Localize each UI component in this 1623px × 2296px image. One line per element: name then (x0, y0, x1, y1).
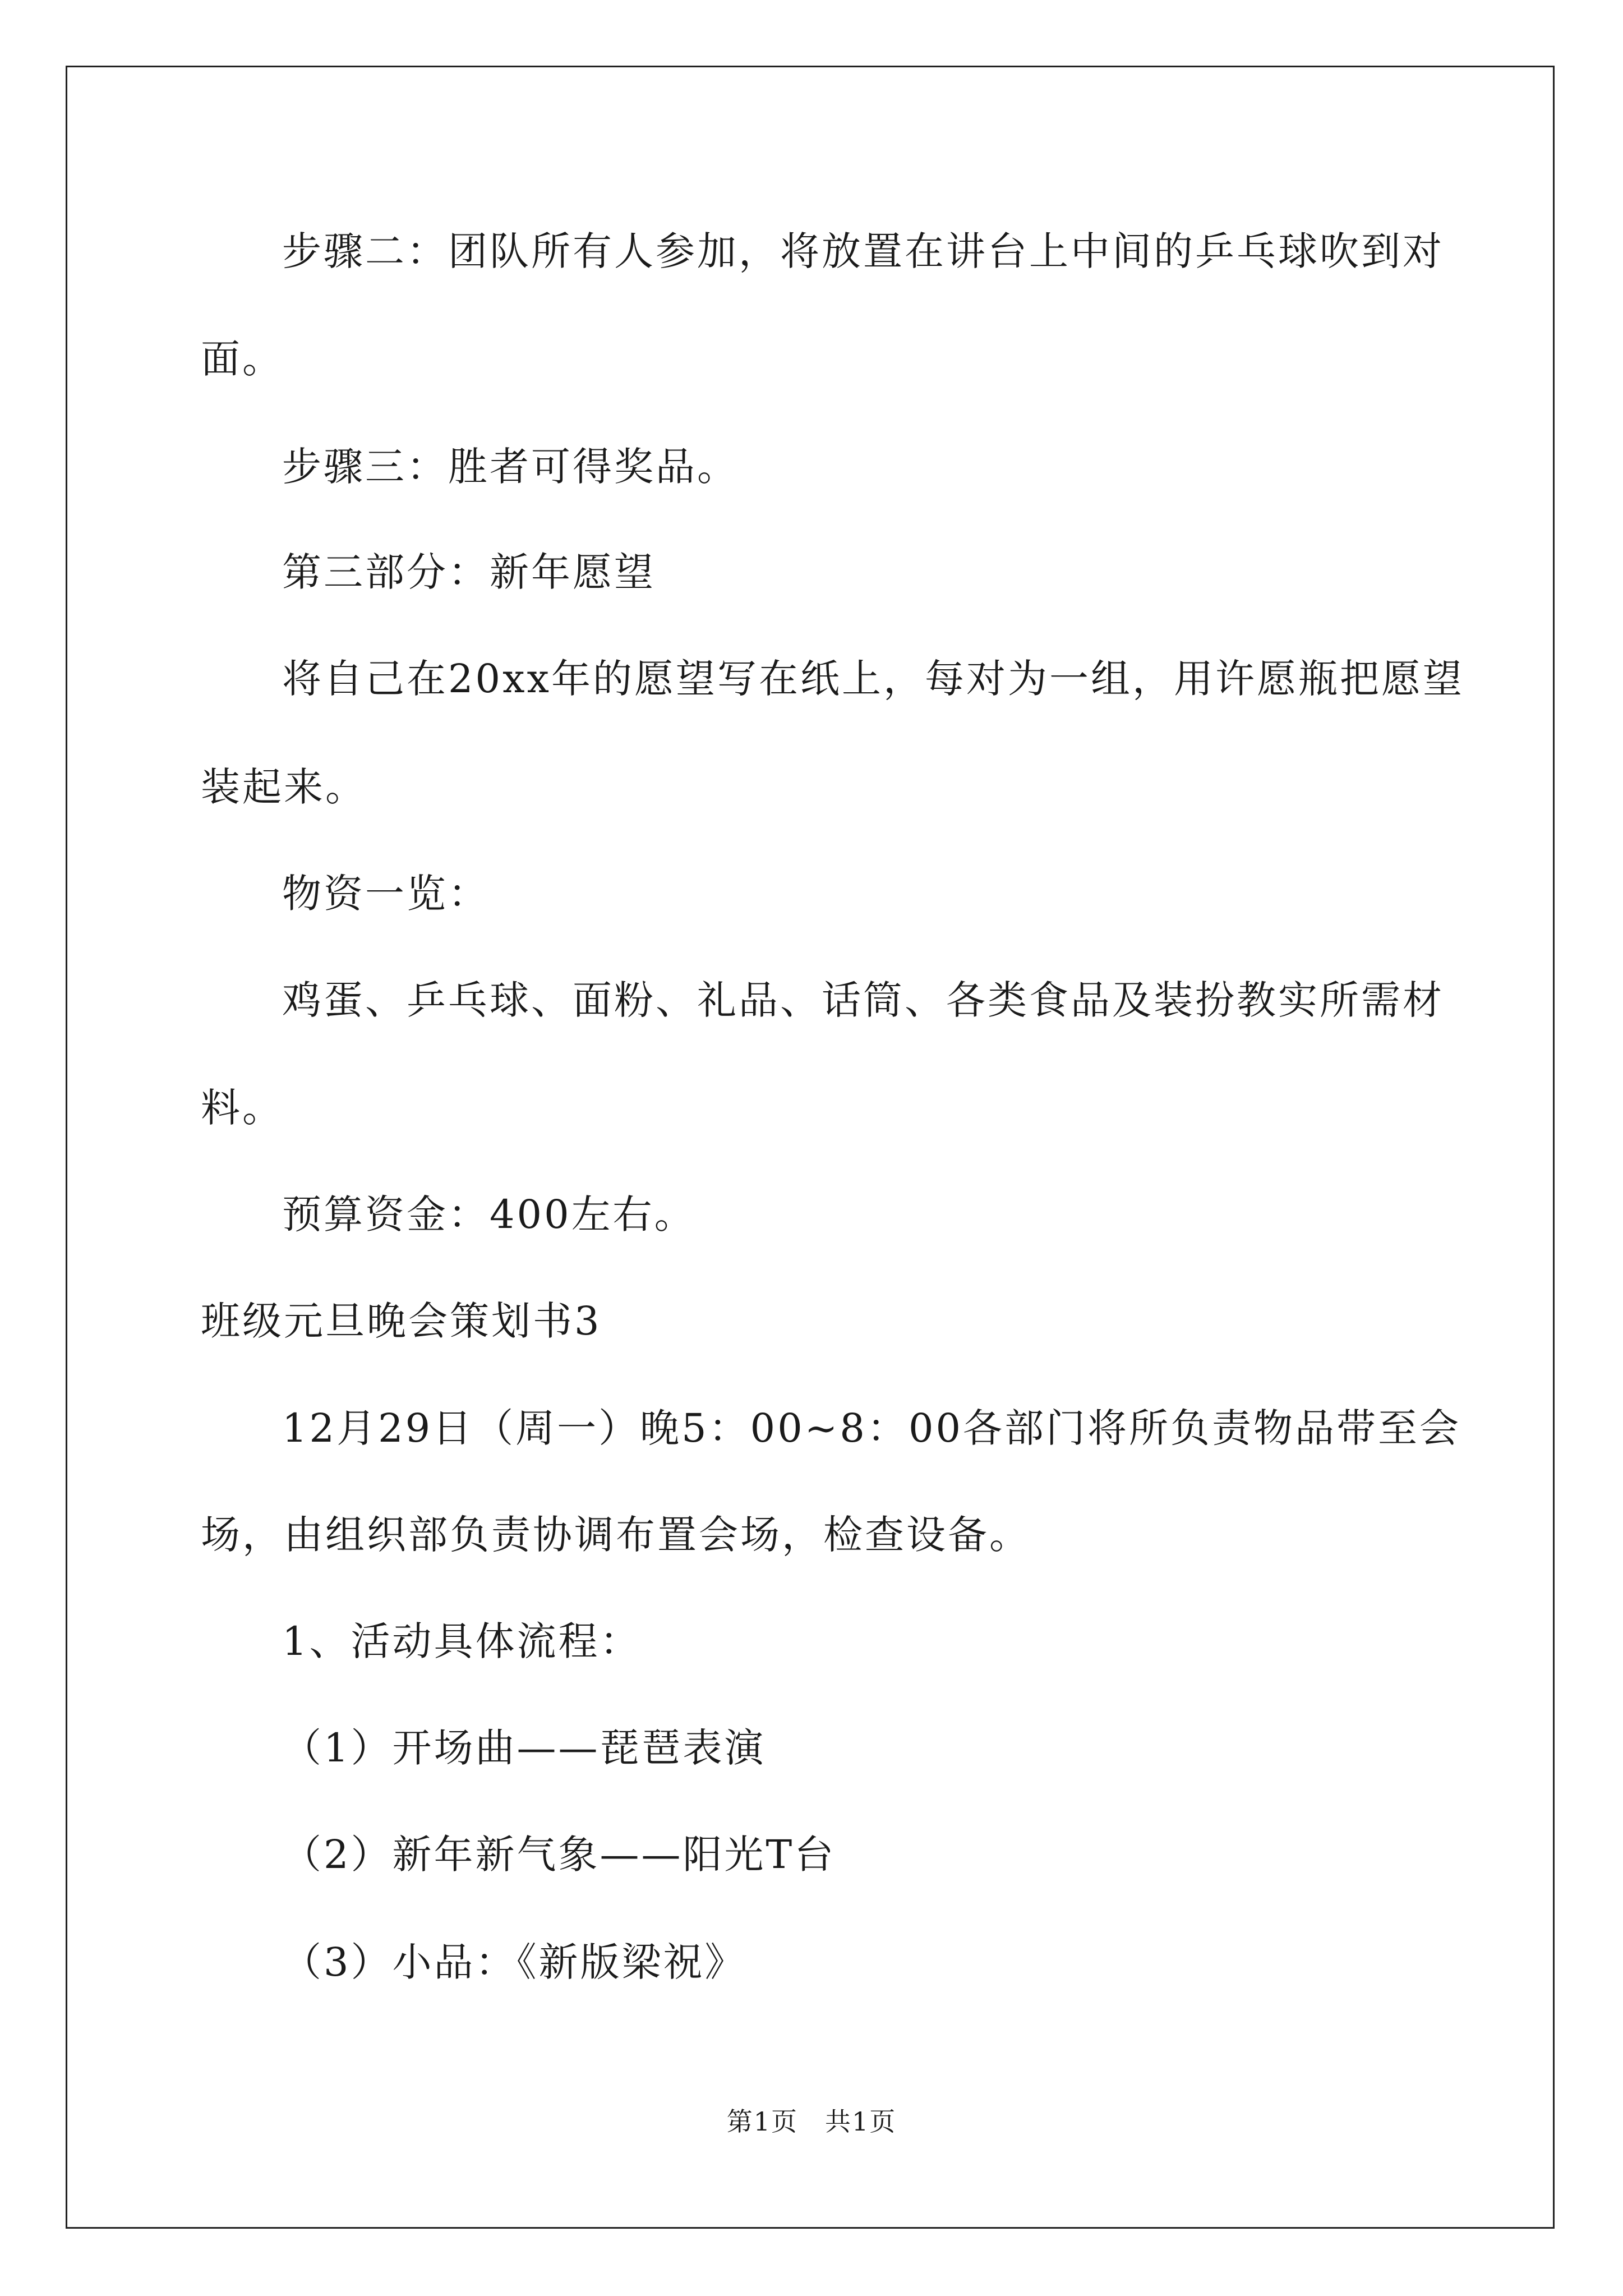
materials-heading: 物资一览： (282, 871, 490, 917)
paragraph-wishes-cont: 装起来。 (201, 764, 367, 810)
paragraph-step-three: 步骤三：胜者可得奖品。 (282, 444, 739, 490)
process-heading: 1、活动具体流程： (282, 1618, 642, 1664)
process-item-3: （3）小品：《新版梁祝》 (282, 1939, 746, 1985)
paragraph-materials-cont: 料。 (201, 1085, 284, 1131)
paragraph-wishes: 将自己在20xx年的愿望写在纸上，每对为一组，用许愿瓶把愿望 (282, 656, 1465, 702)
page-footer: 第1页 共1页 (726, 2106, 897, 2137)
process-item-1: （1）开场曲——琵琶表演 (282, 1725, 766, 1771)
paragraph-materials: 鸡蛋、乒乓球、面粉、礼品、话筒、各类食品及装扮教实所需材 (282, 977, 1444, 1023)
section-heading-part-three: 第三部分：新年愿望 (282, 549, 656, 595)
process-item-2: （2）新年新气象——阳光T台 (282, 1832, 836, 1878)
paragraph-step-two-cont: 面。 (201, 336, 284, 382)
page-border (66, 66, 1555, 2229)
paragraph-schedule: 12月29日（周一）晚5：00~8：00各部门将所负责物品带至会 (282, 1405, 1461, 1451)
paragraph-step-two: 步骤二：团队所有人参加，将放置在讲台上中间的乒乓球吹到对 (282, 228, 1444, 274)
document-section-title: 班级元旦晚会策划书3 (201, 1298, 602, 1344)
paragraph-schedule-cont: 场，由组织部负责协调布置会场，检查设备。 (201, 1512, 1031, 1558)
paragraph-budget: 预算资金：400左右。 (282, 1191, 696, 1237)
